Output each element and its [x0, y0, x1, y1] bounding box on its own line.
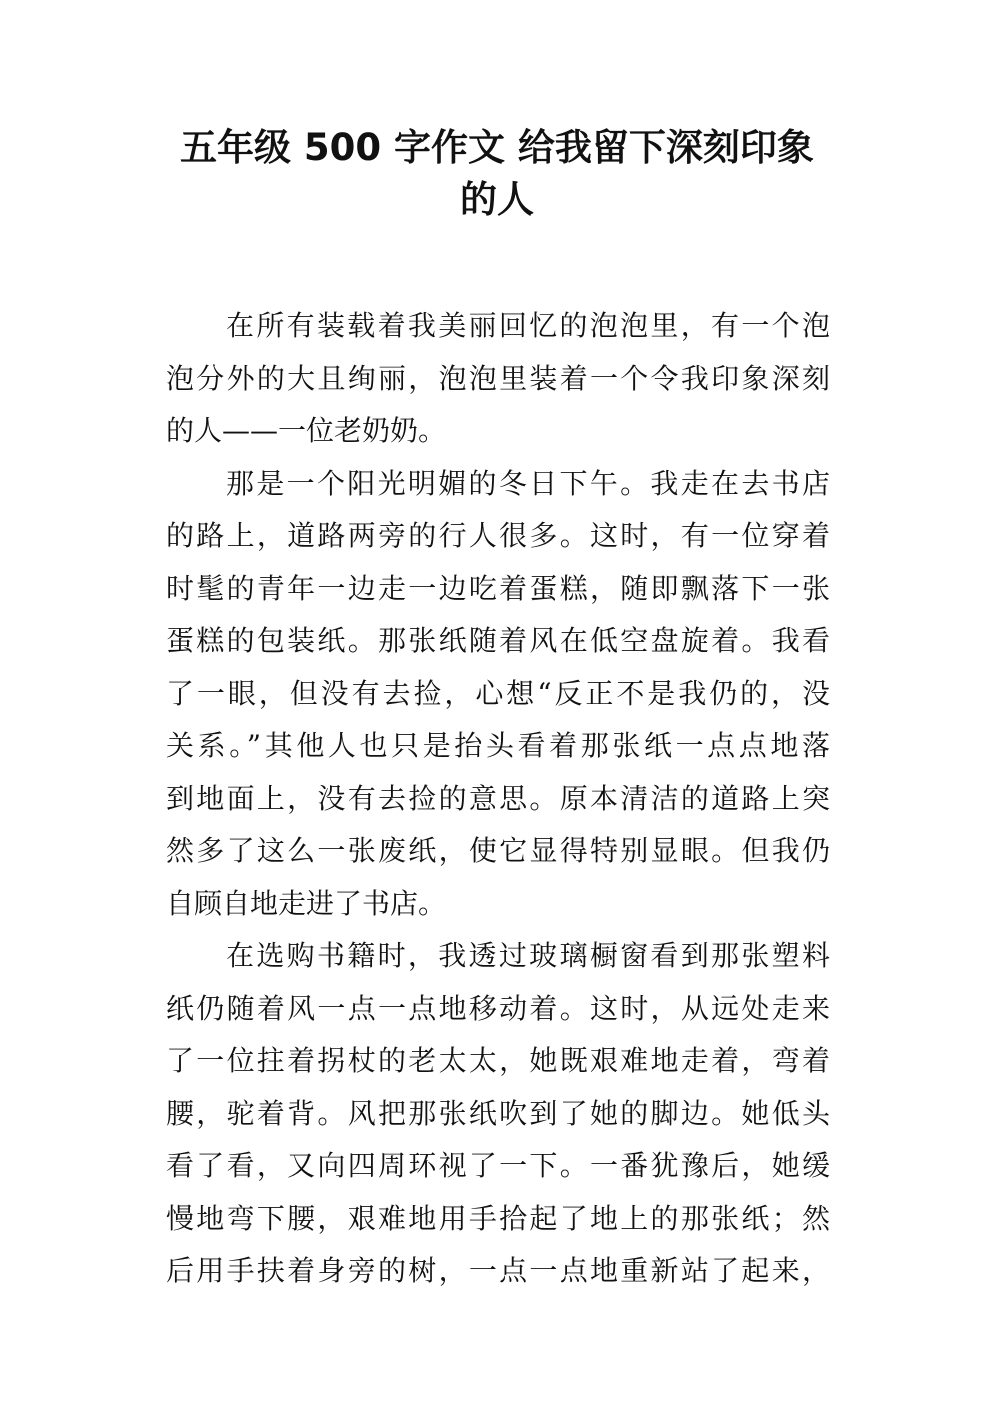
page-title	[165, 122, 829, 226]
paragraph	[166, 458, 830, 931]
text-line: 在选购书籍时，我透过玻璃橱窗看到那张塑料	[226, 939, 830, 972]
text-line: 那是一个阳光明媚的冬日下午。我走在去书店	[226, 466, 830, 500]
text-line: 泡分外的大且绚丽，泡泡里装着一个令我印象深刻	[166, 361, 830, 395]
title-line: 五年级 500 字作文 给我留下深刻印象	[180, 126, 814, 169]
text-line: 纸仍随着风一点一点地移动着。这时，从远处走来	[166, 991, 830, 1025]
text-line: 的人——一位老奶奶。	[166, 414, 447, 447]
paragraph	[166, 930, 830, 1298]
text-line: 看了看，又向四周环视了一下。一番犹豫后，她缓	[166, 1149, 830, 1182]
title-line: 的人	[460, 178, 534, 221]
text-line: 腰，驼着背。风把那张纸吹到了她的脚边。她低头	[166, 1096, 830, 1130]
text-line: 在所有装载着我美丽回忆的泡泡里，有一个泡	[226, 309, 830, 342]
text-line: 然多了这么一张废纸，使它显得特别显眼。但我仍	[166, 834, 830, 867]
text-line: 慢地弯下腰，艰难地用手拾起了地上的那张纸；然	[166, 1201, 830, 1235]
essay-body	[166, 300, 830, 1298]
text-line: 时髦的青年一边走一边吃着蛋糕，随即飘落下一张	[166, 571, 830, 605]
text-line: 自顾自地走进了书店。	[166, 886, 447, 920]
text-line: 的路上，道路两旁的行人很多。这时，有一位穿着	[166, 519, 830, 552]
text-line: 蛋糕的包装纸。那张纸随着风在低空盘旋着。我看	[166, 624, 830, 657]
text-line: 后用手扶着身旁的树，一点一点地重新站了起来，	[166, 1254, 830, 1287]
text-line: 到地面上，没有去捡的意思。原本清洁的道路上突	[166, 781, 830, 815]
paragraph	[166, 300, 830, 458]
text-line: 关系。”其他人也只是抬头看着那张纸一点点地落	[166, 729, 830, 762]
text-line: 了一位拄着拐杖的老太太，她既艰难地走着，弯着	[166, 1044, 830, 1077]
text-line: 了一眼，但没有去捡，心想“反正不是我仍的，没	[166, 676, 830, 710]
